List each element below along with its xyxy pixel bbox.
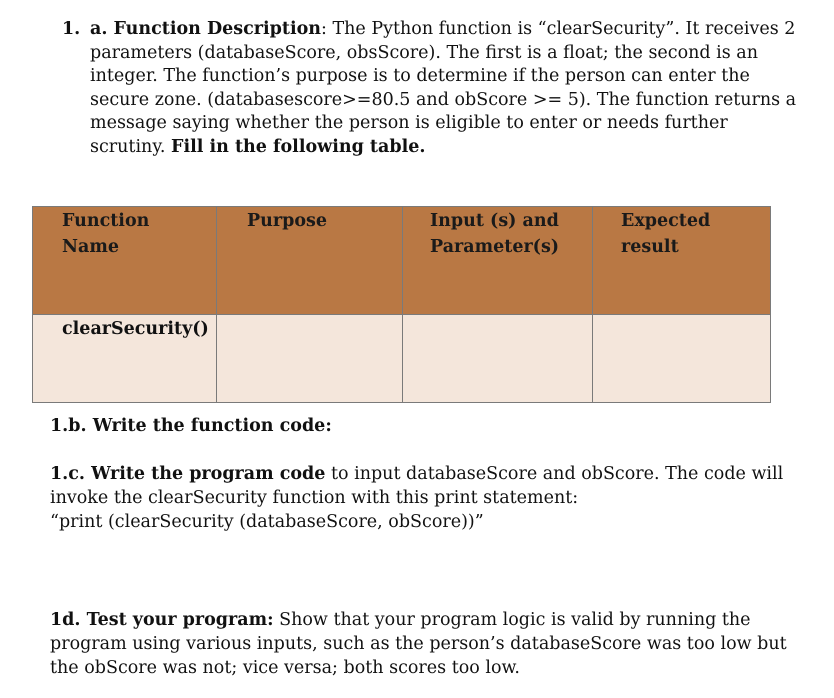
question-1a-body [90,18,802,159]
table-header-row [33,207,771,315]
section-1b-label: 1.b. Write the function code: [50,416,332,436]
cell-inputs-parameters [403,315,593,403]
question-number: 1. [62,19,81,39]
function-table [32,206,771,403]
section-1d-text: Show that your program logic is valid by running the program using various inputs, such as the person’s databaseScore was too low but the obScore was not; vice versa; both scores too low. [50,610,787,678]
header-function-name: Function Name [33,207,217,315]
section-1c [50,462,790,534]
cell-expected-result [593,315,771,403]
cell-function-name: clearSecurity() [33,315,217,403]
function-description: : The Python function is “clearSecurity”. It receives 2 parameters (databaseScore, obsScore). The first is a float; the second is an integer. The function’s purpose is to determine if the person can enter the secure zone. (databasescore>=80.5 and obScore >= 5). The function returns a message saying whether the person is eligible to enter or needs further scrutiny. [90,19,797,157]
table-row [33,315,771,403]
section-1b [50,414,790,438]
part-a-label: a. Function Description [90,19,322,39]
section-1c-text: to input databaseScore and obScore. The code will invoke the clearSecurity function with this print statement: [50,464,784,508]
question-1 [62,18,802,159]
cell-purpose [217,315,403,403]
print-statement: “print (clearSecurity (databaseScore, obScore))” [50,512,484,532]
section-1c-label: 1.c. Write the program code [50,464,326,484]
header-purpose: Purpose [217,207,403,315]
section-1d [50,608,790,680]
section-1d-label: 1d. Test your program: [50,610,274,630]
header-inputs-parameters: Input (s) and Parameter(s) [403,207,593,315]
header-expected-result: Expected result [593,207,771,315]
table-instruction: Fill in the following table. [171,136,426,157]
